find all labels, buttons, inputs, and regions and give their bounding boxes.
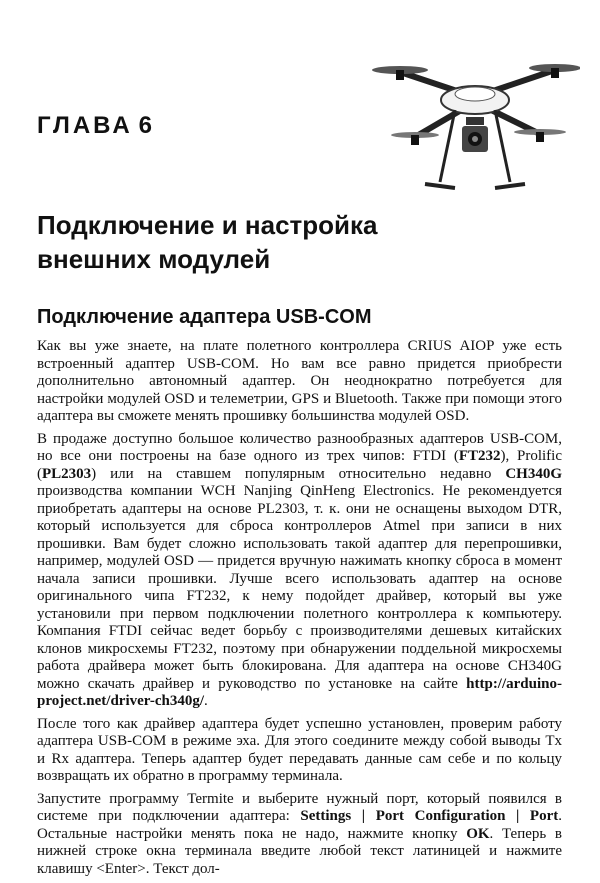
drone-illustration xyxy=(370,42,580,212)
p2-text-f: . xyxy=(204,693,208,709)
paragraph-4 xyxy=(37,791,562,879)
p4-bold-ok: OK xyxy=(466,825,490,842)
paragraph-2 xyxy=(37,431,562,711)
p2-text-d: ) или на ставшем популярным относительно недавно xyxy=(91,465,506,482)
section-heading: Подключение адаптера USB-COM xyxy=(37,306,372,328)
paragraph-3: После того как драйвер адаптера будет успешно установлен, проверим работу адаптера USB-COM в режиме эха. Для этого соедините между собой выводы Tx и Rx адаптера. Теперь адаптер будет передавать данные сам себе и по кольцу возвращать их обратно в программу терминала. xyxy=(37,715,562,784)
chapter-heading xyxy=(37,112,152,140)
chapter-label: ГЛАВА xyxy=(37,112,133,139)
p2-text-a: В продаже доступно большое количество разнообразных адаптеров USB-COM, но все они построены на базе одного из трех чипов: FTDI ( xyxy=(37,430,562,464)
paragraph-1: Как вы уже знаете, на плате полетного контроллера CRIUS AIOP уже есть встроенный адаптер USB-COM. Но вам все равно придется приобрести дополнительно автономный адаптер. Он неоднократно потребуется для настройки модулей OSD и телеметрии, GPS и Bluetooth. Также при помощи этого адаптера вы сможете менять прошивку большинства модулей OSD. xyxy=(37,338,562,424)
p2-bold-ft232: FT232 xyxy=(458,448,501,464)
chapter-title-line-2: внешних модулей xyxy=(37,244,271,274)
p2-bold-pl2303: PL2303 xyxy=(42,465,92,482)
p4-text-b: . Остальные настройки менять пока не надо, нажмите кнопку xyxy=(37,808,563,842)
chapter-title xyxy=(37,208,457,276)
p4-text-c: . Теперь в нижней строке окна терминала введите любой текст латиницей и нажмите клавишу <Enter>. Текст дол- xyxy=(37,825,563,877)
p4-bold-menu-path: Settings | Port Configuration | Port xyxy=(300,808,559,824)
p2-bold-ch340g: CH340G xyxy=(505,465,562,482)
p4-text-a: Запустите программу Termite и выберите нужный порт, который появился в системе при подключении адаптера: xyxy=(37,790,562,824)
driver-link[interactable]: http://arduino-project.net/driver-ch340g/ xyxy=(37,675,562,709)
chapter-title-line-1: Подключение и настройка xyxy=(37,210,378,240)
chapter-number: 6 xyxy=(138,112,153,139)
p2-text-e: производства компании WCH Nanjing QinHeng Electronics. Не рекомендуется приобретать адаптеры на основе PL2303, т. к. они не оснащены выходом DTR, который используется для сброса контроллеров Atmel при записи в них прошивки. Вам будет сложно использовать такой адаптер для перепрошивки, например, модулей OSD — придется вручную нажимать кнопку сброса в момент начала записи прошивки. Лучше всего использовать адаптер на основе оригинального чипа FT232, к нему подойдет драйвер, который вы уже установили при первом подключении полетного контроллера к компьютеру. Компания FTDI сейчас ведет борьбу с производителями дешевых китайских клонов микросхемы FT232, поэтому при обнаружении поддельной микросхемы работа драйвера может быть блокирована. Для адаптера на основе CH340G можно скачать драйвер и руководство по установке на сайте xyxy=(37,483,562,692)
body-text xyxy=(37,338,562,883)
p2-text-c: ), Prolific ( xyxy=(37,448,562,482)
